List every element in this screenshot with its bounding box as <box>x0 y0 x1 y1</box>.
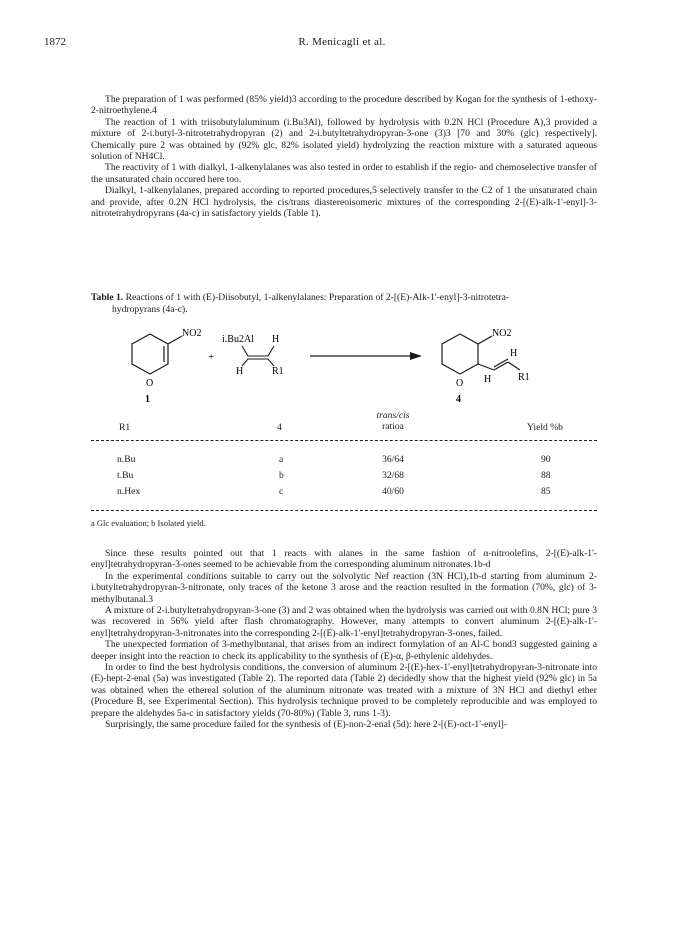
paragraph: A mixture of 2-i.butyltetrahydropyran-3-one (3) and 2 was obtained when the hydrolysis was carried out with 0.8N HCl; pure 3 was recovered in 56% yield after flash chromatography. However, many attempts to convert aluminum 2-[(E)-alk-1'-enyl]tetrahydropyran-3-nitronates into the corresponding 2-[(E)-alk-1'-enyl]tetrahydropyran-3-ones, failed. <box>91 605 597 639</box>
intro-paragraphs <box>91 94 597 219</box>
nitro-group-label: NO2 <box>492 328 512 339</box>
cell-yield: 90 <box>541 454 551 465</box>
table-row <box>91 470 597 484</box>
paragraph: In order to find the best hydrolysis conditions, the conversion of aluminum 2-[(E)-hex-1'-enyl]tetrahydropyran-3-nitronate into (E)-hept-2-enal (5a) was investigated (Table 2). The reported data (Table 2) decidedly show that the highest yield (92% glc) in 5a was obtained when the ethereal solution of the aluminum nitronate was treated with a mixture of 3N HCl and diethyl ether (Procedure B, see Experimental Section). This hydrolysis technique proved to be completely reproducible and was employed to prepare the aldehydes 5a-c in satisfactory yields (70-80%) (Table 3, runs 1-3). <box>91 662 597 719</box>
cell-ratio: 32/68 <box>382 470 404 481</box>
results-paragraphs <box>91 548 597 731</box>
header-r1: R1 <box>119 422 131 433</box>
compound-1-structure <box>132 334 182 374</box>
table-caption-line: Reactions of 1 with (E)-Diisobutyl, 1-alkenylalanes: Preparation of 2-[(E)-Alk-1'-enyl]-3-nitrotetra- <box>125 292 510 303</box>
cell-r1: t.Bu <box>117 470 134 481</box>
vinyl-h-label: H <box>236 366 244 377</box>
cell-compound: c <box>279 486 284 497</box>
paragraph: Dialkyl, 1-alkenylalanes, prepared according to reported procedures,5 selectively transfer to the C2 of 1 the unsaturated chain and provide, after 0.2N HCl hydrolysis, the cis/trans diastereoisomeric mixtures of the corresponding 2-[(E)-alk-1'-enyl]-3-nitrotetrahydropyrans (4a-c) in satisfactory yields (Table 1). <box>91 185 597 220</box>
paragraph: The reactivity of 1 with dialkyl, 1-alkenylalanes was also tested in order to establish if the regio- and chemoselective transfer of the unsaturated chain occured here too. <box>91 162 597 185</box>
cell-ratio: 36/64 <box>382 454 404 465</box>
header-yield: Yield %b <box>527 422 563 433</box>
compound-1-label: 1 <box>145 394 150 405</box>
header-ratio-top: trans/cis <box>376 410 410 421</box>
cell-r1: n.Bu <box>117 454 136 465</box>
paragraph: Surprisingly, the same procedure failed for the synthesis of (E)-non-2-enal (5d): here 2-[(E)-oct-1'-enyl]- <box>105 719 508 731</box>
paragraph: The unexpected formation of 3-methylbutanal, that arises from an indirect formylation of an Al-C bond3 suggested gaining a deeper insight into the reaction to check its applicability to the synthesis of (E)-α, β-ethylenic aldehydes. <box>91 639 597 662</box>
vinyl-h-label: H <box>272 334 280 345</box>
ring-oxygen-label: O <box>456 378 464 389</box>
r1-substituent-label: R1 <box>518 372 530 383</box>
reaction-arrow <box>310 352 422 360</box>
paragraph: Since these results pointed out that 1 reacts with alanes in the same fashion of α-nitroolefins, 2-[(E)-alk-1'-enyl]tetrahydropyran-3-ones seemed to be achievable from the corresponding aluminum nitronates.1b-d <box>91 548 597 571</box>
paragraph: In the experimental conditions suitable to carry out the solvolytic Nef reaction (3N HCl),1b-d starting from aluminum 2-i.butyltetrahydropyran-3-nitronate, only traces of the ketone 3 arose and the reaction resulted in the formation (70%, glc) of 3-methylbutanal.3 <box>91 570 597 605</box>
table-rule <box>91 510 597 511</box>
compound-4-structure <box>442 334 520 374</box>
table-row <box>91 454 597 468</box>
table-row <box>91 486 597 500</box>
compound-4-label: 4 <box>456 394 461 405</box>
table-caption-line: hydropyrans (4a-c). <box>112 303 188 315</box>
page-number: 1872 <box>44 36 66 48</box>
cell-yield: 88 <box>541 470 551 481</box>
header-ratio-bottom: ratioa <box>382 421 404 432</box>
table-label: Table 1. <box>91 292 124 303</box>
header-compound: 4 <box>277 422 282 433</box>
alkenyl-bonds <box>242 346 274 366</box>
cell-compound: b <box>279 470 284 481</box>
plus-sign: + <box>208 351 215 363</box>
cell-compound: a <box>279 454 284 465</box>
table-footnote: a Glc evaluation; b Isolated yield. <box>91 518 206 528</box>
cell-yield: 85 <box>541 486 551 497</box>
paragraph: The reaction of 1 with triisobutylaluminum (i.Bu3Al), followed by hydrolysis with 0.2N HCl (Procedure A),3 provided a mixture of 2-i.butyl-3-nitrotetrahydropyran (2) and 2-i.butyltetrahydropyran-3-one (3)3 [70 and 30% (glc) respectively]. Chemically pure 2 was obtained by (92% glc, 82% isolated yield) hydrolyzing the reaction mixture with a saturated aqueous solution of NH4Cl. <box>91 116 597 163</box>
ring-oxygen-label: O <box>146 378 154 389</box>
vinyl-h-label: H <box>484 374 492 385</box>
running-head-authors: R. Menicagli et al. <box>298 36 386 48</box>
vinyl-h-label: H <box>510 348 518 359</box>
table-caption <box>91 292 597 315</box>
paragraph: The preparation of 1 was performed (85% yield)3 according to the procedure described by Kogan for the synthesis of 1-ethoxy-2-nitroethylene.4 <box>91 94 597 117</box>
reaction-scheme <box>130 326 570 406</box>
alane-reagent-label: i.Bu2Al <box>222 334 254 345</box>
cell-r1: n.Hex <box>117 486 141 497</box>
r1-substituent-label: R1 <box>272 366 284 377</box>
nitro-group-label: NO2 <box>182 328 202 339</box>
cell-ratio: 40/60 <box>382 486 404 497</box>
table-rule <box>91 440 597 441</box>
